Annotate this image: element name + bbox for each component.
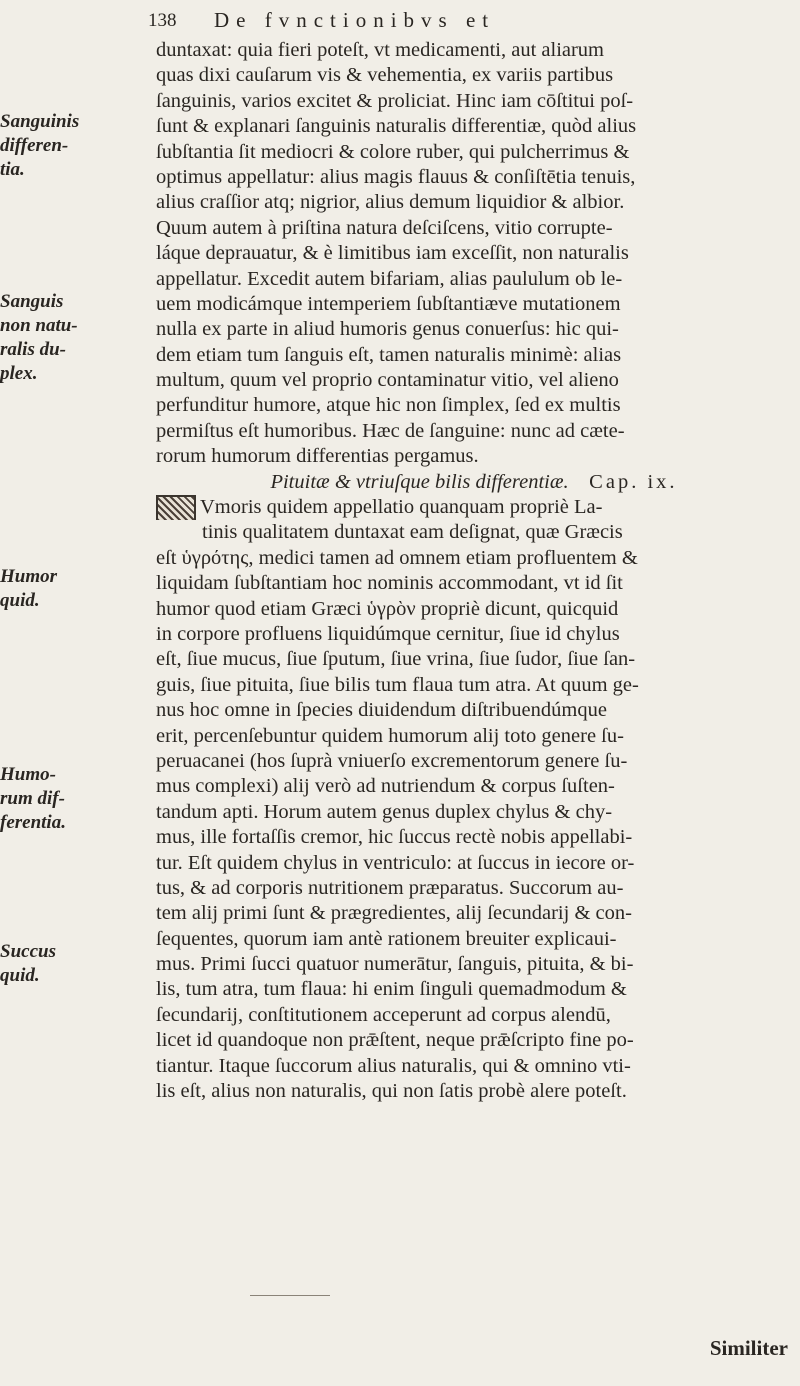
text-line: mus complexi) alij verò ad nutriendum & corpus ſuſten-: [156, 775, 615, 798]
text-line: mus. Primi ſucci quatuor numerātur, ſanguis, pituita, & bi-: [156, 953, 634, 976]
margin-note-line: Humor: [0, 566, 58, 587]
text-line: licet id quandoque non prǣſtent, neque prǣſcripto fine po-: [156, 1029, 634, 1052]
text-line: Quum autem à priſtina natura deſciſcens, vitio corrupte-: [156, 216, 613, 239]
chapter-title: Pituitæ & vtriuſque bilis differentiæ.: [270, 470, 569, 493]
text-line: permiſtus eſt humoribus. Hæc de ſanguine: nunc ad cæte-: [156, 419, 625, 442]
text-line: mus, ille fortaſſis cremor, hic ſuccus rectè nobis appellabi-: [156, 826, 633, 849]
text-line: tandum apti. Horum autem genus duplex chylus & chy-: [156, 800, 613, 823]
text-line: rorum humorum differentias pergamus.: [156, 445, 479, 468]
margin-note-sanguis-non-naturalis: [0, 290, 150, 386]
text-line: tinis qualitatem duntaxat eam deſignat, quæ Græcis: [202, 521, 623, 544]
margin-note-line: Succus: [0, 941, 56, 962]
margin-note-line: ferentia.: [0, 812, 66, 833]
chapter-number: Cap. ix.: [589, 470, 678, 493]
margin-note-line: quid.: [0, 965, 40, 986]
margin-note-line: rum dif-: [0, 788, 65, 809]
margin-note-line: ralis du-: [0, 339, 66, 360]
text-line: peruacanei (hos ſuprà vniuerſo excrementorum genere ſu-: [156, 749, 628, 772]
text-line: tiantur. Itaque ſuccorum alius naturalis, qui & omnino vti-: [156, 1054, 631, 1077]
text-line: guis, ſiue pituita, ſiue bilis tum flaua tum atra. At quum ge-: [156, 673, 639, 696]
ornamental-initial-h-icon: [156, 495, 196, 520]
text-line: nulla ex parte in aliud humoris genus conuerſus: hic qui-: [156, 318, 619, 341]
margin-note-sanguinis-differentia: [0, 110, 150, 182]
text-line: nus hoc omne in ſpecies diuidendum diſtribuendúmque: [156, 699, 607, 722]
text-line: ſanguinis, varios excitet & proliciat. Hinc iam cōſtitui poſ-: [156, 89, 634, 112]
text-line: eſt ὑγρότης, medici tamen ad omnem etiam profluentem &: [156, 546, 638, 569]
text-line: duntaxat: quia fieri poteſt, vt medicamenti, aut aliarum: [156, 39, 605, 61]
margin-note-humorum-differentia: [0, 763, 150, 835]
text-line: eſt, ſiue mucus, ſiue ſputum, ſiue vrina, ſiue ſudor, ſiue ſan-: [156, 648, 636, 671]
dropcap-word: Vmoris: [200, 496, 262, 519]
chapter-heading: [156, 470, 792, 495]
page-number: 138: [148, 10, 177, 31]
margin-note-line: quid.: [0, 590, 40, 611]
text-line: ſunt & explanari ſanguinis naturalis differentiæ, quòd alius: [156, 115, 637, 138]
underline-mark: [250, 1295, 330, 1296]
text-line: lis eſt, alius non naturalis, qui non ſatis probè alere poteſt.: [156, 1080, 627, 1103]
margin-note-succus-quid: [0, 940, 150, 988]
text-line: optimus appellatur: alius magis flauus & conſiſtētia tenuis,: [156, 165, 636, 188]
text-line: ſecundarij, conſtitutionem acceperunt ad corpus alendū,: [156, 1003, 611, 1026]
margin-note-line: Humo-: [0, 764, 56, 785]
paragraph-sanguis: [156, 38, 792, 470]
page-header: [148, 6, 788, 36]
text-line: [156, 495, 792, 520]
text-line: erit, percenſebuntur quidem humorum alij toto genere ſu-: [156, 724, 624, 747]
text-line: ſequentes, quorum iam antè rationem breuiter explicaui-: [156, 927, 617, 950]
text-line: humor quod etiam Græci ὑγρὸν propriè dicunt, quicquid: [156, 597, 619, 620]
margin-note-line: tia.: [0, 159, 25, 180]
text-line: liquidam ſubſtantiam hoc nominis accommodant, vt id ſit: [156, 572, 623, 595]
margin-note-line: differen-: [0, 135, 69, 156]
text-line: in corpore profluens liquidúmque cernitur, ſiue id chylus: [156, 622, 620, 645]
text-line: uem modicámque intemperiem ſubſtantiæve mutationem: [156, 292, 621, 315]
margin-note-line: plex.: [0, 363, 38, 384]
text-line: appellatur. Excedit autem bifariam, alias paululum ob le-: [156, 267, 623, 290]
margin-note-line: non natu-: [0, 315, 78, 336]
text-line: alius craſſior atq; nigrior, alius demum liquidior & albior.: [156, 191, 625, 214]
paragraph-humor: [156, 495, 792, 1104]
text-line: dem etiam tum ſanguis eſt, tamen naturalis minimè: alias: [156, 343, 622, 366]
text-line: lis, tum atra, tum flaua: hi enim ſinguli quemadmodum &: [156, 978, 627, 1001]
text-line: tur. Eſt quidem chylus in ventriculo: at ſuccus in iecore or-: [156, 851, 635, 874]
margin-note-line: Sanguis: [0, 291, 64, 312]
margin-note-humor-quid: [0, 565, 150, 613]
paragraph-humor-rest: [156, 546, 792, 1105]
margin-note-line: Sanguinis: [0, 111, 80, 132]
text-line: multum, quum vel proprio contaminatur vitio, vel alieno: [156, 369, 619, 392]
text-line-content: quidem appellatio quanquam propriè La-: [266, 496, 603, 519]
text-line: perfunditur humore, atque hic non ſimplex, ſed ex multis: [156, 394, 621, 417]
body-text: [156, 38, 792, 1104]
text-line: láque deprauatur, & è limitibus iam exceſſit, non naturalis: [156, 242, 629, 265]
catchword: Similiter: [709, 1336, 788, 1360]
running-title: De fvnctionibvs et: [214, 8, 496, 32]
text-line: tus, & ad corporis nutritionem præparatus. Succorum au-: [156, 876, 624, 899]
text-line: ſubſtantia ſit mediocri & colore ruber, qui pulcherrimus &: [156, 140, 630, 163]
text-line: tem alij primi ſunt & prægredientes, alij ſecundarij & con-: [156, 902, 632, 925]
text-line: quas dixi cauſarum vis & vehementia, ex variis partibus: [156, 64, 614, 87]
